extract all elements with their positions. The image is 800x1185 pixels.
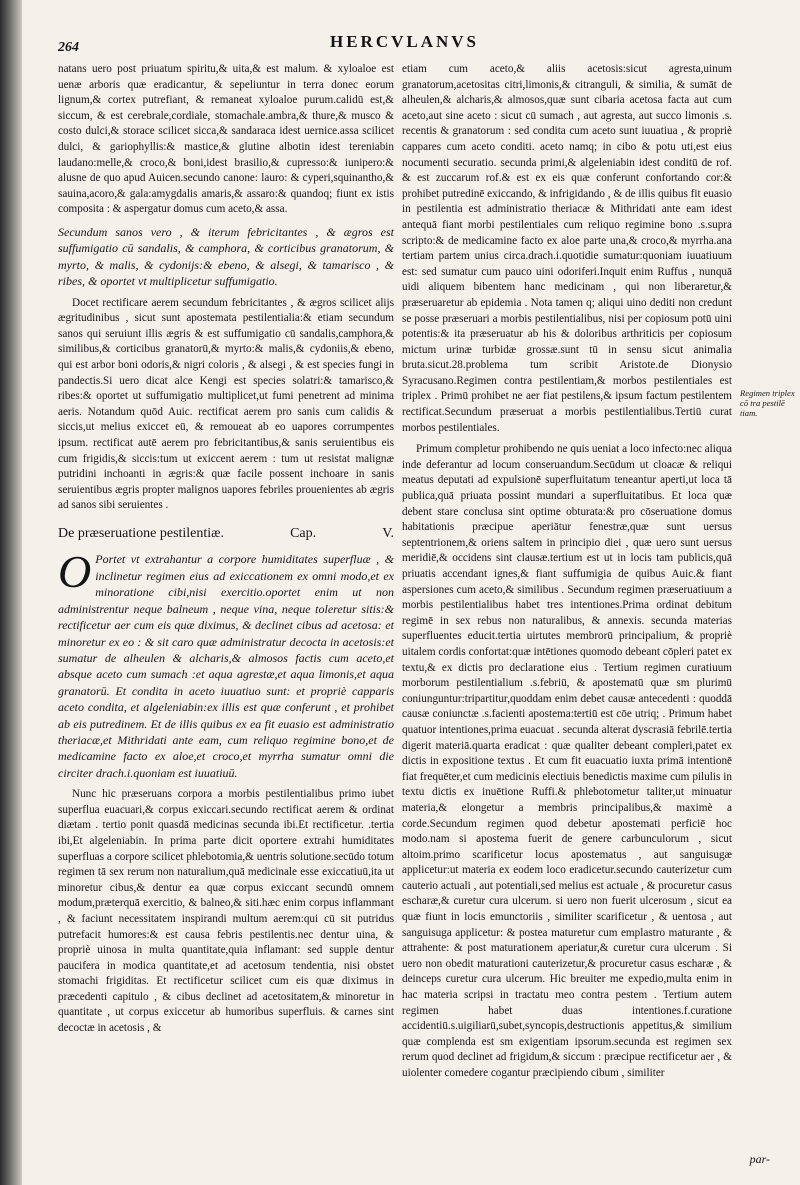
right-paragraph-2: Primum completur prohibendo ne quis ueniat a loco infecto:nec aliqua inde deferantur ad locum conseruandum.Secūdum ut cloacæ & reliqui meatus deputati ad expulsionē superfluitatum teneantur aperti,ut loca tā publica,quā priuata possint mundari a superfluitatibus. Et loca quæ debent stare conclusa sint optime obturata:& pro cōseruatione domus habitationis præcipue aperiātur fenestræ,quæ sunt uersus septentrionem,& oriens saltem in principio diei , quæ uero sunt uersus meridiē,& occidens sint clausæ.tertium est ut in locis tam publicis,quā priuatis accendant ignes,& fiant suffumigia de quibus Auic.& fiant aspersiones cum aceto,& similibus . Secundum regimen præseruatiuum a morbis pestilentialibus habet tres intentiones.Prima ordinat debitum regimē in sex rebus non naturalibus, & annexis. secunda materias superfluentes educit.tertia uirtutes membrorū principalium, & propriè uitalem cordis confortat:quæ intētiones quomodo debeant cōpleri patet ex textu,& ex dictis pro declaratione eius . Tertium regimen curatiuum morborum pestilentialium .s.febriū, & apostematū quæ sm plurimū coniunguntur:tripartitur,quoddam enim debet causæ antecedenti : quoddā causæ coniunctæ .s.facienti apostema:tertiū est cōe utriq; . Primum habet quatuor intentiones,prima euacuat . secunda alterat dyscrasiā febrilē.tertia digerit materiā.quarta eradicat : quæ qualiter debeant compleri,patet ex dictis in expositione textus . Et cum fit euacuatio iuxta primā intentionē fiat frequēter,et cum medicinis electiuis benedictis maxime cum pilulis in textu dictis ex inuētione Ruffi.& phlebotometur taliter,ut minuatur materia,& elongetur a membris principalibus,& maximè a corde.Secundum regimen quod debetur apostemati perficiē hoc modo.nam si apostema fuerit de genere carbunculorum , sicut altoim.primo scarificetur locus apostematus , aut sanguisugæ applicetur:ut materia ex eodem loco eradicetur.secundo cauterizetur cum cauterio actuali , aut potentiali,sed melius est actuale , & procuretur casus escharæ,& curetur cura ulcerum. si uero non fuerit ulcerosum , sicut ea quæ fiunt in locis emunctoriis , similiter scarificetur , & uentosa , aut sanguisuga applicetur: & postea maturetur cum emplastro maturante , & attrahente: & post maturationem aperiatur,& curetur cura ulcerum . Si uero non obedit maturationi cauterizetur,& procuretur casus escharæ , & deinceps curetur cura ulcerum. Hic breuiter me expedio,multa enim in hac materia scripsi in tractatu meo contra pestem . Tertium autem regimen habet duas intentiones.f.curatione accidentiū.s.uigiliarū,subet,syncopis,destructionis appetitus,& similium quæ complenda est sm exigentiam ipsorum.secunda est regimen sex rerum quod declinet ad frigidum,& siccum : præcipue rectificetur aer , & uiolenter comedere cogantur præcipiendo cibum , similiter [402,443,732,1079]
chapter-number: V. [382,525,394,541]
page-edge-shadow [0,0,22,1185]
drop-cap: O [58,546,92,598]
chapter-label: Cap. [290,525,317,541]
left-paragraph-2-text-citation: Secundum sanos vero , & iterum febricitantes , & ægros est suffumigatio cū sandalis, & camphora, & corticibus granatorum, & myrto, & malis, & cydonijs:& ebeno, & alsegi, & tamarisco , & ribes, & oportet vt multiplicetur suffumigatio. [58,224,394,289]
chapter-heading [58,526,394,542]
left-paragraph-4-text-citation [58,546,394,781]
running-title: HERCVLANVS [330,32,480,51]
margin-note: Regimen triplex cō tra pestilē tiam. [740,388,795,418]
catchword: par- [749,1152,770,1166]
right-column [402,62,732,1088]
page-number: 264 [58,40,79,55]
left-column [58,62,394,1043]
chapter-title: De præseruatione pestilentiæ. [58,525,225,541]
left-paragraph-5: Nunc hic præseruans corpora a morbis pestilentialibus primo iubet superflua euacuari,& corpus exiccari.secundo rectificat aerem & ordinat diætam . tertio ponit quasdā medicinas secunda ibi.Et rectificetur. .tertia ibi,Et algeleniabin. In prima parte dicit oportere extrahi humiditates superfluas a corpore scilicet phlebotomia,& uentris solutione.secūdo totum regimen tā sex rerum non naturalium,quā medicinale esse exiccatiuū,ita ut minoretur cibus,& dentur ea quæ corpus exiccant secundū omnem modum,præterquā exercitio, & balneo,& siti.hæc enim corpus inflammant , & faciunt necessitatem inspirandi multum aerem:qui cū sit putridus putrefacit humores:& est causa febris pestilentis.nec dentur uina, & propriè uinosa in multa quantitate,quia inflamant: sed supple dentur paucifera in modica quantitate,et ad acetosum tendentia, nisi obstet stomachi frigiditas. Et rectificetur scilicet cum eis quæ diximus in præcedenti capitulo , & cibus declinet ad acetositatem,& minoretur in quantitate , ut corpus exiccetur ab humoribus superfluis. & carnes sint decoctæ in acetosis , & [58,788,394,1035]
left-paragraph-3: Docet rectificare aerem secundum febricitantes , & ægros scilicet alijs ægritudinibus , sicut sunt apostemata pestilentialia:& etiam secundum sanos qui seruiunt illis ægris & est suffumigatio cū sandalis,camphora,& similibus,& corticibus granatorū,& myrto:& malis,& cydoniis,& ebeno, qui est arbor boni odoris,& nigri coloris , & alsegi , & est species fungi in pandectis.Si uero dicat alce Kengi est species solatri:& tamarisco,& ribes:& oportet ut suffumigatio multiplicet,ut fumi penetrent ad minima aeris. Notandum quōd Auic. rectificat aerem pro sanis cum calidis & siccis,ut melius exiccet eū, & remoueat ab eo uapores corrumpentes ipsum. rectificat autē aerem pro febricitantibus,& sanis seruientibus eis cum frigidis,& siccis:tum ut exiccent aerem : tum ut resistat malignæ putridini inchoanti in ægris:& quæ facile possent inchoare in sanis seruientibus ægris propter malignos uapores febriles prouenientes ab ægris ad sanos sibi seruientes . [58,296,394,512]
right-paragraph-1: etiam cum aceto,& aliis acetosis:sicut agresta,uinum granatorum,acetositas citri,limonis,& citranguli, & similia, & sumāt de alheulen,& alcharis,& almosos,quæ sunt cibaria acetosa facta aut cum aceto,aut sine aceto : sicut cū sumach , aut agresta, aut succo limonis .s. recentis & granatorum : sed condita cum aceto sunt iuuatiua , & propriè cappares cum aceto conditi. aceto namq; in cibo & potu uti,est eius nocumenti securatio. secunda primi,& algeleniabin idest conditū de rof. & est zuccarum rof.& est ex eis quæ conferunt confortando cor:& prohibet putredinē exiccando, & infrigidando , & de illis quibus fit euasio in pestilentia est administratio theriacæ & Mithridati ante eam idest antequā fiant morbi pestilentiales cum reliquo regimine bono .s.supra scripto:& de medicamine facto ex aloe parte una,& croco,& myrrha.ana tertiam partem unius circa.drach.i.quotidie sumatur:quoniam iuuatiuum est: sed sumatur cum pauco uini odoriferi.Inquit enim Ruffus , nunquā uidi aliquem bibentem hanc medicinam , qui non liberaretur,& præseruaretur ab epidemia . Nota tamen q; aliqui uino dediti non credunt se posse præseruari a morbis pestilentialibus, nisi per copiosum potū uini potentis:& ita præseruatur ab his & doloribus arthriticis per copiosum mictum urinæ turbidæ grossæ.sunt tū in sensu sicut animalia bruta.sicut.28.problema tum scribit Aristote.de Dionysio Syracusano.Regimen contra pestilentiam,& morbos pestilentiales est triplex . Primū prohibet ne aer fiat pestilens,& ipsum factum pestilentem rectificat.Secundum præseruat a morbis pestilentialibus.Tertiū curat morbos pestilentiales. [402,63,732,434]
left-paragraph-4-body: Portet vt extrahantur a corpore humiditates superfluæ , & inclinetur regimen eius ad exiccationem ex omni modo,et ex minoratione cibi,nisi exercitio.oportet enim ut non administrentur neque balneum , neque vina, neque toleretur sitis:& rectificetur aer cum eis quæ diximus, & declinet cibus ad acetosa: et minoretur ex eo : & sit caro quæ administratur decocta in acetosis:et sumatur de alheulen & alcharis,& almosos factis cum aceto,et absque aceto cum sumach :et aqua agrestæ,et aqua limonis,et aqua granatorū. Et condita in aceto iuuatiuo sunt: et propriè capparis aceto condita, et algeleniabin:ex illis est quæ conferunt , et prohibet ab eis putredinem. Et de illis quibus ex ea fit euasio est administratio theriacæ,et Mithridati ante eam, cum reliquo regimine bono,et de medicamine facto ex aloe,et croco,et myrrha sumatur omni die circiter drach.i.quoniam est iuuatiuū. [58,552,394,780]
left-paragraph-1: natans uero post priuatum spiritu,& uita,& est malum. & xyloaloe est uenæ arboris quæ eradicantur, & sepeliuntur in terra donec eorum lignum,& cortex putrefiant, & remaneat xyloaloe purum.calidū est,& siccum, & est cerebrale,cordiale, stomachale.ambra,& thure,& musco & costo dulci,& storace scilicet sicca,& sandaraca idest uernice.assa scilicet dulci, & gariophyllis:& mastice,& glutine albotin idest tereniabin laudano:melle,& croco,& boni,idest brasilio,& cupresso:& iunipero:& alusne de quo apud Auicen.secundo canone: lauro: & cyperi,squinantho,& sauina,acoro,& gala:amygdalis amaris,& assaro:& quandoq; fiunt ex istis composita : & aspergatur domus cum aceto,& assa. [58,63,394,216]
